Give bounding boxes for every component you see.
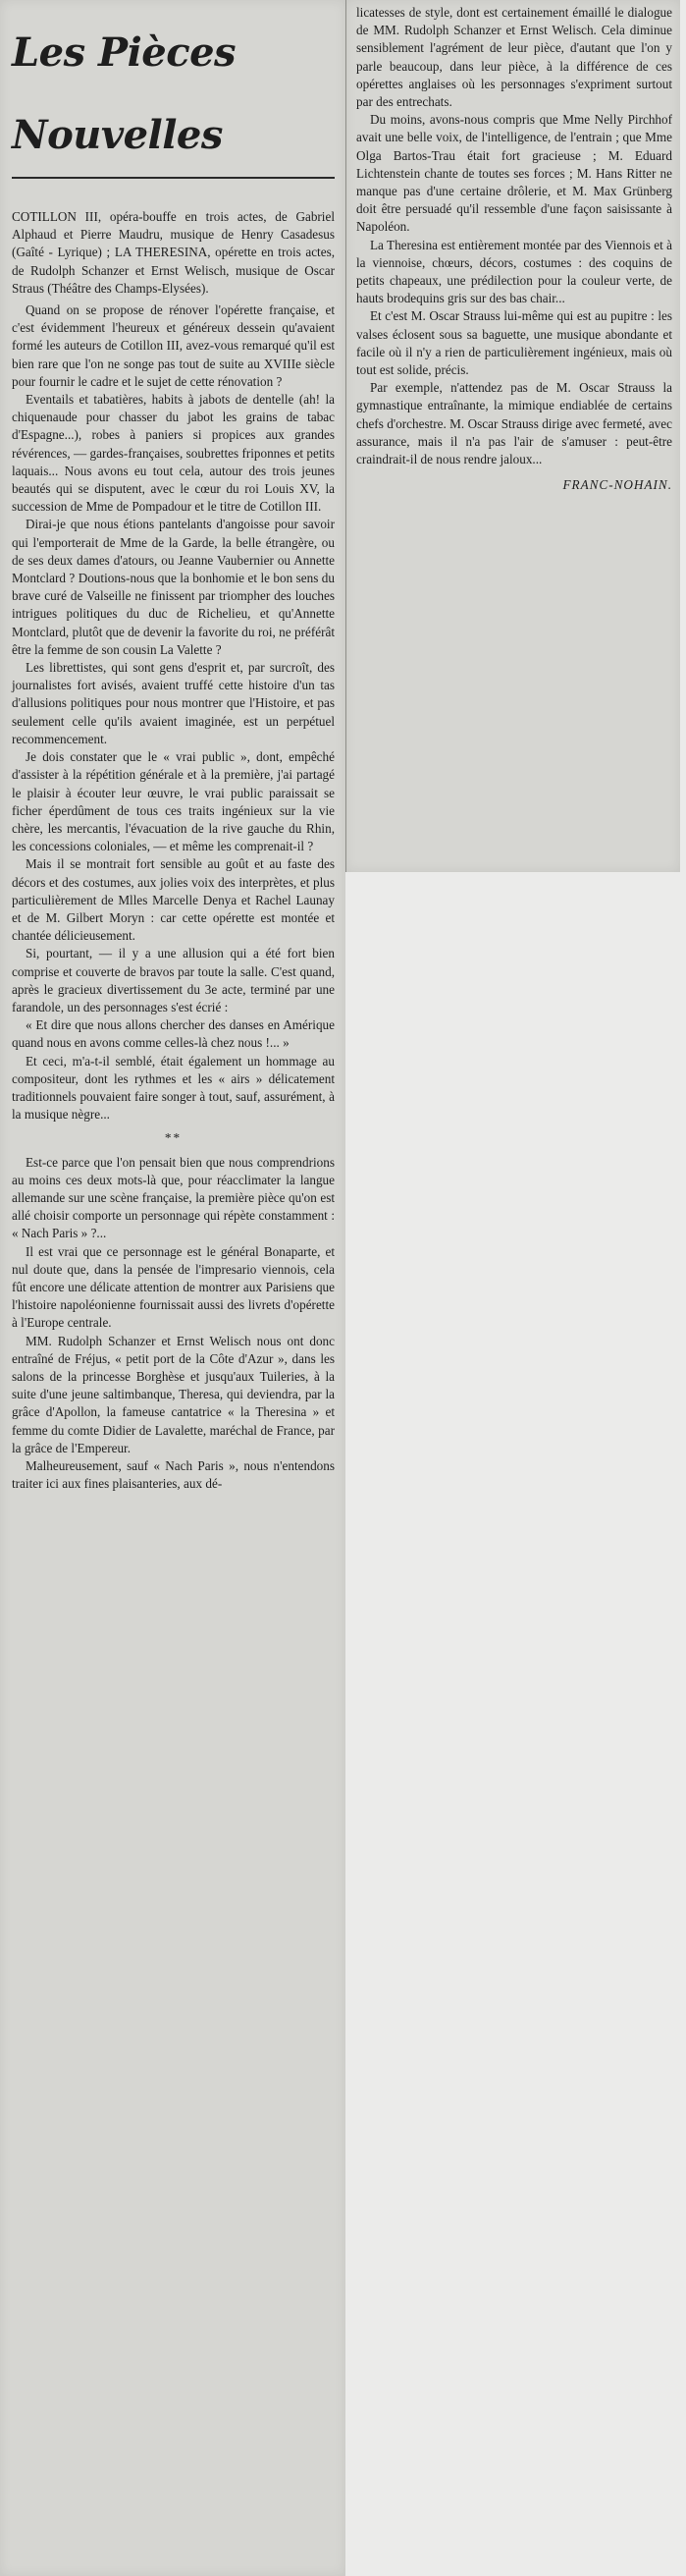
paragraph: MM. Rudolph Schanzer et Ernst Welisch nous ont donc entraîné de Fréjus, « petit port de la Côte d'Azur », dans les salons de la princesse Borghèse et jusqu'aux Tuileries, à la suite d'une jeune saltimbanque, Theresa, qui deviendra, par la grâce d'Apollon, la fameuse cantatrice « la Theresina » et femme du comte Didier de Lavalette, maréchal de France, par la grâce de l'Empereur.: [12, 1333, 335, 1455]
article-heading: Les Pièces Nouvelles: [12, 12, 335, 179]
article-right-column: [356, 4, 672, 494]
paragraph: Il est vrai que ce personnage est le général Bonaparte, et nul doute que, dans la pensée de l'impresario viennois, cela fût encore une délicate attention de montrer aux Parisiens que l'histoire napoléonienne fournissait aussi des livrets d'opérette à l'Europe centrale.: [12, 1243, 335, 1331]
paragraph: Les librettistes, qui sont gens d'esprit et, par surcroît, des journalistes fort avisés, avaient truffé cette histoire d'un tas d'allusions politiques pour nous montrer que l'Histoire, et pas seulement celle qu'ils avaient imaginée, est un perpétuel recommencement.: [12, 660, 335, 746]
column-rule: [345, 0, 346, 872]
paragraph: La Theresina est entièrement montée par des Viennois et à la viennoise, chœurs, décors, costumes : des coquins de petits chapeaux, une prédilection pour la couleur verte, de hauts brodequins gris sur des bas chair...: [356, 237, 672, 306]
paragraph: Du moins, avons-nous compris que Mme Nelly Pirchhof avait une belle voix, de l'intelligence, de l'entrain ; que Mme Olga Bartos-Trau était fort gracieuse ; M. Eduard Lichtenstein chante de toutes ses forces ; M. Hans Ritter ne manque pas d'une certaine drôlerie, et M. Max Grünberg doit être persuadé qu'il ressemble d'une façon saisissante à Napoléon.: [356, 112, 672, 235]
paragraph: Quand on se propose de rénover l'opérette française, et c'est évidemment l'heureux et généreux dessein qu'avaient formé les auteurs de Cotillon III, avez-vous remarqué qu'il est bien rare que l'on ne songe pas tout de suite au XVIIIe siècle pour fournir le cadre et le sujet de cette rénovation ?: [12, 302, 335, 389]
left-paragraphs-2: [12, 1154, 335, 1494]
paragraph: Par exemple, n'attendez pas de M. Oscar Strauss la gymnastique entraînante, la mimique endiablée de certains chefs d'orchestre. M. Oscar Strauss dirige avec fermeté, avec assurance, mais il n'a pas l'air de s'amuser : peut-être craindrait-il de nous rendre jaloux...: [356, 380, 672, 467]
paragraph: Et ceci, m'a-t-il semblé, était également un hommage au compositeur, dont les rythmes et les « airs » délicatement traditionnels pouvaient faire songer à tout, sauf, assurément, à la musique nègre...: [12, 1053, 335, 1123]
paragraph: Je dois constater que le « vrai public », dont, empêché d'assister à la répétition générale et à la première, j'ai partagé le plaisir à écouter leur œuvre, le vrai public paraissait se ficher éperdûment de tous ces traits ingénieux sur la vie chère, les mercantis, l'évacuation de la rive gauche du Rhin, les concessions coloniales, — et même les comprenait-il ?: [12, 749, 335, 854]
article-left-column: [12, 12, 335, 1493]
article-credits: COTILLON III, opéra-bouffe en trois actes, de Gabriel Alphaud et Pierre Maudru, musique de Henry Casadesus (Gaîté - Lyrique) ; LA THERESINA, opérette en trois actes, de Rudolph Schanzer et Ernst Welisch, musique de Oscar Straus (Théâtre des Champs-Elysées).: [12, 209, 335, 296]
paragraph: licatesses de style, dont est certainement émaillé le dialogue de MM. Rudolph Schanzer et Ernst Welisch. Cela diminue sensiblement l'agrément de leur pièce, d'autant que l'on y parle beaucoup, dans leur pièce, à la différence de ces opérettes anglaises où les personnages s'expriment surtout par des entrechats.: [356, 5, 672, 110]
paragraph: Est-ce parce que l'on pensait bien que nous comprendrions au moins ces deux mots-là que, pour réacclimater la langue allemande sur une scène française, la première pièce qu'on est allé choisir comporte un personnage qui répète constamment : « Nach Paris » ?...: [12, 1154, 335, 1241]
author-signature: FRANC-NOHAIN.: [562, 477, 672, 493]
paragraph: Mais il se montrait fort sensible au goût et au faste des décors et des costumes, aux jolies voix des interprètes, et plus particulièrement de Mlles Marcelle Denya et Rachel Launay et de M. Gilbert Moryn : car cette opérette est montée et chantée délicieusement.: [12, 856, 335, 944]
paragraph: Dirai-je que nous étions pantelants d'angoisse pour savoir qui l'emporterait de Mme de la Garde, la belle étrangère, ou de ses deux dames d'atours, ou Jeanne Vaubernier ou Annette Montclard ? Doutions-nous que la bonhomie et le bon sens du brave curé de Valseille ne finissent par triompher des louches intrigues politiques du duc de Richelieu, et qu'Annette Montclard, plutôt que de devenir la favorite du roi, ne préférât être la femme de son cousin La Valette ?: [12, 517, 335, 657]
paragraph: Malheureusement, sauf « Nach Paris », nous n'entendons traiter ici aux fines plaisanteries, aux dé-: [12, 1458, 335, 1492]
section-divider-stars: **: [164, 1130, 183, 1146]
paragraph: Et c'est M. Oscar Strauss lui-même qui est au pupitre : les valses éclosent sous sa baguette, une musique abondante et facile où il n'y a rien de particulièrement ingénieux, mais où tout est solide, précis.: [356, 308, 672, 378]
paragraph: Eventails et tabatières, habits à jabots de dentelle (ah! la chiquenaude pour chasser du jabot les grains de tabac d'Espagne...), robes à paniers si propices aux grandes révérences, — gardes-françaises, soubrettes friponnes et petits laquais... Nous avons eu tout cela, autour des trois jeunes beautés qui se disputent, avec le cœur du roi Louis XV, la succession de Mme de Pompadour et le titre de Cotillon III.: [12, 392, 335, 515]
paragraph: Si, pourtant, — il y a une allusion qui a été fort bien comprise et couverte de bravos par toute la salle. C'est quand, après le gracieux divertissement du 3e acte, terminé par une farandole, un des personnages s'est écrié :: [12, 946, 335, 1014]
left-paragraphs: [12, 301, 335, 1124]
paragraph: « Et dire que nous allons chercher des danses en Amérique quand nous en avons comme celles-là chez nous !... »: [12, 1017, 335, 1051]
